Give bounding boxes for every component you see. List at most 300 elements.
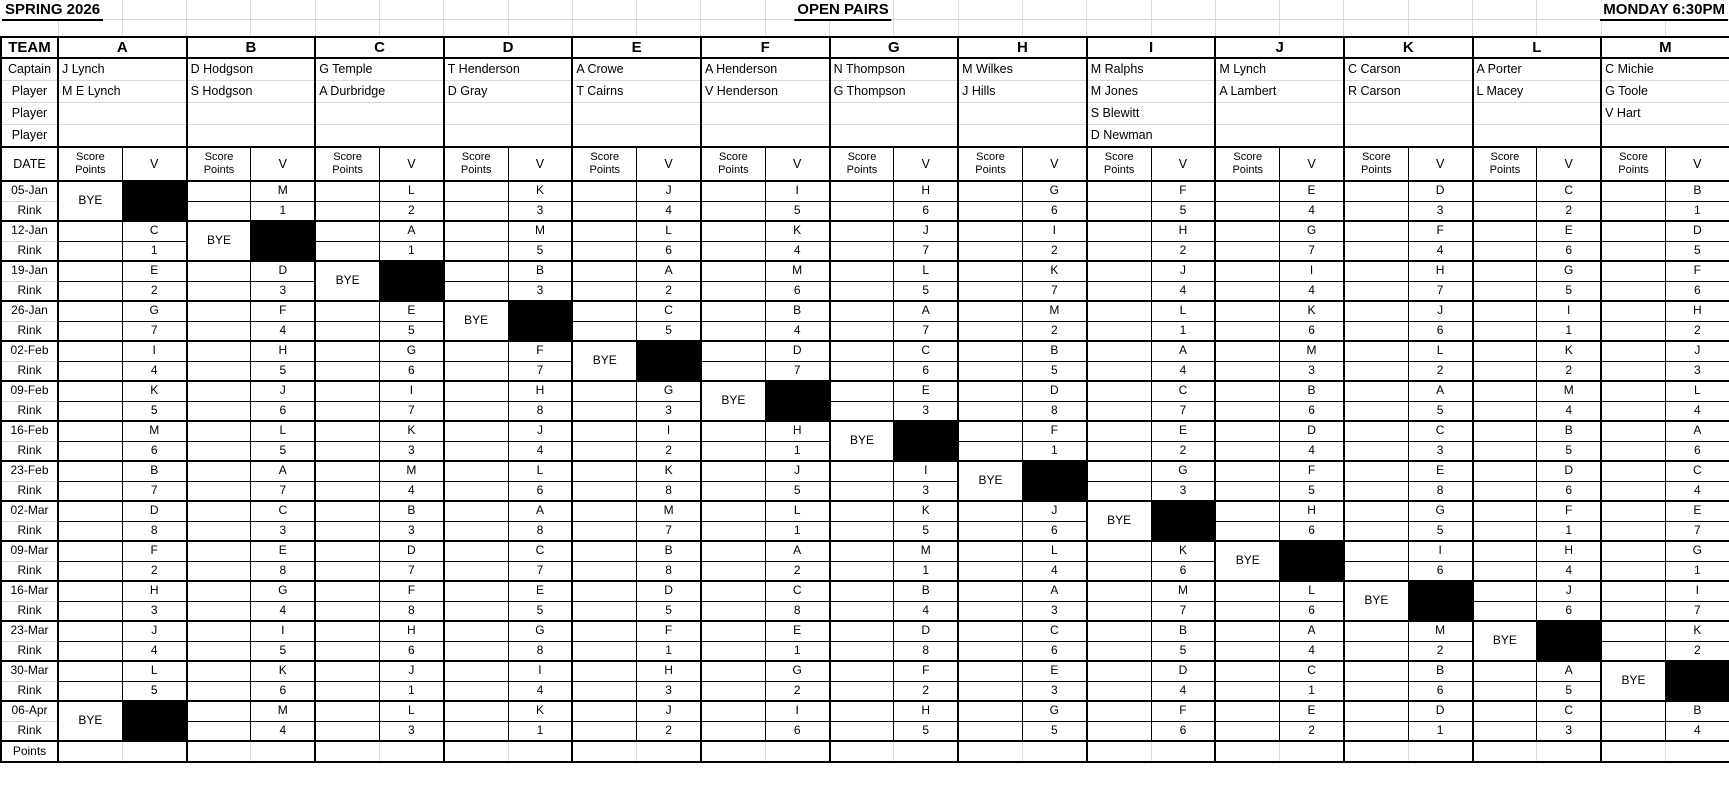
score-cell[interactable] [187,561,251,581]
score-cell[interactable] [572,621,636,641]
rink-number-cell[interactable]: 7 [122,481,186,501]
score-cell[interactable] [187,341,251,361]
score-cell[interactable] [1601,281,1665,301]
score-cell[interactable] [958,541,1022,561]
score-cell[interactable] [1215,261,1279,281]
rink-number-cell[interactable]: 6 [379,361,443,381]
rink-number-cell[interactable]: 6 [765,281,829,301]
score-cell[interactable] [701,621,765,641]
points-cell[interactable] [1022,741,1086,762]
score-cell[interactable] [1473,421,1537,441]
opponent-cell[interactable]: A [1665,421,1729,441]
score-cell[interactable] [958,661,1022,681]
rink-number-cell[interactable]: 1 [1022,441,1086,461]
opponent-cell[interactable]: A [1537,661,1601,681]
opponent-cell[interactable]: L [508,461,572,481]
score-cell[interactable] [444,661,508,681]
rink-number-cell[interactable]: 6 [1022,201,1086,221]
score-cell[interactable] [187,501,251,521]
score-cell[interactable] [58,461,122,481]
score-cell[interactable] [830,181,894,201]
opponent-cell[interactable]: J [765,461,829,481]
score-cell[interactable] [58,601,122,621]
score-cell[interactable] [187,441,251,461]
rink-number-cell[interactable]: 4 [1151,281,1215,301]
score-cell[interactable] [1344,561,1408,581]
score-cell[interactable] [1087,401,1151,421]
rink-number-cell[interactable]: 4 [1665,481,1729,501]
opponent-cell[interactable]: K [765,221,829,241]
score-cell[interactable] [701,361,765,381]
opponent-cell[interactable]: F [1537,501,1601,521]
opponent-cell[interactable]: H [894,181,958,201]
score-cell[interactable] [1087,581,1151,601]
opponent-cell[interactable]: G [508,621,572,641]
score-cell[interactable] [701,461,765,481]
score-cell[interactable] [830,461,894,481]
rink-number-cell[interactable]: 6 [1280,601,1344,621]
opponent-cell[interactable]: F [1151,701,1215,721]
opponent-cell[interactable]: M [1022,301,1086,321]
opponent-cell[interactable]: C [1408,421,1472,441]
score-cell[interactable] [830,681,894,701]
rink-number-cell[interactable]: 2 [637,281,701,301]
score-cell[interactable] [315,621,379,641]
points-cell[interactable] [701,741,765,762]
score-cell[interactable] [1473,661,1537,681]
score-cell[interactable] [444,381,508,401]
points-cell[interactable] [1537,741,1601,762]
opponent-cell[interactable]: G [1537,261,1601,281]
score-cell[interactable] [444,621,508,641]
rink-number-cell[interactable]: 5 [894,521,958,541]
score-cell[interactable] [701,301,765,321]
score-cell[interactable] [1215,281,1279,301]
opponent-cell[interactable]: F [1280,461,1344,481]
score-cell[interactable] [958,181,1022,201]
score-cell[interactable] [1215,621,1279,641]
opponent-cell[interactable]: E [765,621,829,641]
score-cell[interactable] [1215,341,1279,361]
rink-number-cell[interactable]: 6 [637,241,701,261]
score-cell[interactable] [830,661,894,681]
score-cell[interactable] [1215,501,1279,521]
score-cell[interactable] [1601,541,1665,561]
rink-number-cell[interactable]: 8 [1408,481,1472,501]
score-cell[interactable] [572,441,636,461]
opponent-cell[interactable]: K [508,701,572,721]
score-cell[interactable] [315,501,379,521]
opponent-cell[interactable]: E [894,381,958,401]
rink-number-cell[interactable]: 2 [765,561,829,581]
score-cell[interactable] [1087,481,1151,501]
score-cell[interactable] [1344,201,1408,221]
score-cell[interactable] [187,541,251,561]
opponent-cell[interactable]: I [251,621,315,641]
rink-number-cell[interactable]: 4 [508,681,572,701]
score-cell[interactable] [1473,541,1537,561]
rink-number-cell[interactable]: 5 [1280,481,1344,501]
opponent-cell[interactable]: C [122,221,186,241]
opponent-cell[interactable]: K [508,181,572,201]
opponent-cell[interactable]: C [508,541,572,561]
score-cell[interactable] [701,581,765,601]
rink-number-cell[interactable]: 3 [508,201,572,221]
rink-number-cell[interactable]: 4 [251,721,315,741]
score-cell[interactable] [1473,501,1537,521]
rink-number-cell[interactable]: 2 [1665,641,1729,661]
score-cell[interactable] [830,241,894,261]
opponent-cell[interactable]: J [508,421,572,441]
points-cell[interactable] [1151,741,1215,762]
rink-number-cell[interactable]: 4 [765,241,829,261]
opponent-cell[interactable]: E [1408,461,1472,481]
rink-number-cell[interactable]: 4 [379,481,443,501]
opponent-cell[interactable]: K [637,461,701,481]
opponent-cell[interactable]: E [251,541,315,561]
score-cell[interactable] [830,721,894,741]
opponent-cell[interactable]: A [1151,341,1215,361]
score-cell[interactable] [830,481,894,501]
opponent-cell[interactable]: M [251,181,315,201]
score-cell[interactable] [572,181,636,201]
score-cell[interactable] [1087,261,1151,281]
opponent-cell[interactable]: E [379,301,443,321]
rink-number-cell[interactable]: 2 [1151,441,1215,461]
opponent-cell[interactable]: M [1151,581,1215,601]
opponent-cell[interactable]: L [1022,541,1086,561]
rink-number-cell[interactable]: 7 [1408,281,1472,301]
rink-number-cell[interactable]: 5 [1022,721,1086,741]
score-cell[interactable] [701,261,765,281]
opponent-cell[interactable]: E [1537,221,1601,241]
score-cell[interactable] [1087,341,1151,361]
rink-number-cell[interactable]: 4 [1537,561,1601,581]
rink-number-cell[interactable]: 8 [122,521,186,541]
score-cell[interactable] [1344,221,1408,241]
opponent-cell[interactable]: M [637,501,701,521]
score-cell[interactable] [1344,541,1408,561]
score-cell[interactable] [572,521,636,541]
score-cell[interactable] [701,721,765,741]
score-cell[interactable] [444,601,508,621]
opponent-cell[interactable]: F [1408,221,1472,241]
rink-number-cell[interactable]: 8 [508,521,572,541]
rink-number-cell[interactable]: 2 [1537,201,1601,221]
opponent-cell[interactable]: I [1665,581,1729,601]
points-cell[interactable] [444,741,508,762]
score-cell[interactable] [1087,461,1151,481]
opponent-cell[interactable]: E [1151,421,1215,441]
score-cell[interactable] [1344,261,1408,281]
rink-number-cell[interactable]: 3 [637,401,701,421]
score-cell[interactable] [958,401,1022,421]
score-cell[interactable] [572,701,636,721]
score-cell[interactable] [315,541,379,561]
rink-number-cell[interactable]: 6 [1280,401,1344,421]
opponent-cell[interactable]: L [765,501,829,521]
score-cell[interactable] [1601,721,1665,741]
rink-number-cell[interactable]: 5 [508,241,572,261]
score-cell[interactable] [315,441,379,461]
opponent-cell[interactable]: G [379,341,443,361]
rink-number-cell[interactable]: 6 [122,441,186,461]
opponent-cell[interactable]: M [379,461,443,481]
opponent-cell[interactable]: L [122,661,186,681]
score-cell[interactable] [444,181,508,201]
score-cell[interactable] [1215,381,1279,401]
rink-number-cell[interactable]: 3 [251,521,315,541]
rink-number-cell[interactable]: 5 [508,601,572,621]
score-cell[interactable] [187,201,251,221]
score-cell[interactable] [444,441,508,461]
score-cell[interactable] [315,721,379,741]
score-cell[interactable] [444,721,508,741]
rink-number-cell[interactable]: 1 [1408,721,1472,741]
opponent-cell[interactable]: G [1151,461,1215,481]
score-cell[interactable] [1473,601,1537,621]
score-cell[interactable] [1087,621,1151,641]
opponent-cell[interactable]: J [637,181,701,201]
rink-number-cell[interactable]: 3 [1665,361,1729,381]
score-cell[interactable] [572,221,636,241]
opponent-cell[interactable]: J [1151,261,1215,281]
score-cell[interactable] [572,401,636,421]
opponent-cell[interactable]: D [765,341,829,361]
opponent-cell[interactable]: L [1665,381,1729,401]
score-cell[interactable] [1473,221,1537,241]
score-cell[interactable] [444,681,508,701]
score-cell[interactable] [187,361,251,381]
score-cell[interactable] [958,601,1022,621]
opponent-cell[interactable]: E [508,581,572,601]
score-cell[interactable] [187,661,251,681]
score-cell[interactable] [1473,581,1537,601]
opponent-cell[interactable]: I [508,661,572,681]
score-cell[interactable] [1215,721,1279,741]
rink-number-cell[interactable]: 5 [251,361,315,381]
score-cell[interactable] [572,681,636,701]
score-cell[interactable] [830,541,894,561]
opponent-cell[interactable]: L [894,261,958,281]
rink-number-cell[interactable]: 5 [765,201,829,221]
score-cell[interactable] [958,501,1022,521]
points-cell[interactable] [765,741,829,762]
score-cell[interactable] [1344,381,1408,401]
points-cell[interactable] [122,741,186,762]
points-cell[interactable] [572,741,636,762]
score-cell[interactable] [1344,181,1408,201]
rink-number-cell[interactable]: 4 [508,441,572,461]
score-cell[interactable] [58,621,122,641]
rink-number-cell[interactable]: 8 [508,401,572,421]
score-cell[interactable] [830,221,894,241]
score-cell[interactable] [315,421,379,441]
opponent-cell[interactable]: H [379,621,443,641]
points-cell[interactable] [1215,741,1279,762]
score-cell[interactable] [1215,421,1279,441]
rink-number-cell[interactable]: 7 [894,241,958,261]
score-cell[interactable] [1087,241,1151,261]
score-cell[interactable] [572,281,636,301]
rink-number-cell[interactable]: 4 [1280,641,1344,661]
points-cell[interactable] [315,741,379,762]
opponent-cell[interactable]: I [765,181,829,201]
opponent-cell[interactable]: A [379,221,443,241]
rink-number-cell[interactable]: 4 [122,641,186,661]
opponent-cell[interactable]: L [251,421,315,441]
rink-number-cell[interactable]: 5 [894,721,958,741]
score-cell[interactable] [187,601,251,621]
score-cell[interactable] [958,241,1022,261]
score-cell[interactable] [1344,521,1408,541]
opponent-cell[interactable]: K [1280,301,1344,321]
score-cell[interactable] [1087,701,1151,721]
score-cell[interactable] [958,261,1022,281]
score-cell[interactable] [1473,721,1537,741]
opponent-cell[interactable]: H [894,701,958,721]
opponent-cell[interactable]: I [122,341,186,361]
score-cell[interactable] [1215,241,1279,261]
opponent-cell[interactable]: G [1022,701,1086,721]
rink-number-cell[interactable]: 1 [1280,681,1344,701]
opponent-cell[interactable]: J [1665,341,1729,361]
opponent-cell[interactable]: F [379,581,443,601]
score-cell[interactable] [701,421,765,441]
points-cell[interactable] [1344,741,1408,762]
score-cell[interactable] [1601,361,1665,381]
rink-number-cell[interactable]: 1 [122,241,186,261]
rink-number-cell[interactable]: 7 [379,401,443,421]
rink-number-cell[interactable]: 1 [637,641,701,661]
score-cell[interactable] [1215,181,1279,201]
score-cell[interactable] [315,401,379,421]
opponent-cell[interactable]: D [1408,701,1472,721]
score-cell[interactable] [572,421,636,441]
opponent-cell[interactable]: J [379,661,443,681]
rink-number-cell[interactable]: 3 [1408,201,1472,221]
score-cell[interactable] [1601,621,1665,641]
opponent-cell[interactable]: D [1022,381,1086,401]
score-cell[interactable] [1601,301,1665,321]
opponent-cell[interactable]: F [637,621,701,641]
opponent-cell[interactable]: H [122,581,186,601]
score-cell[interactable] [444,421,508,441]
rink-number-cell[interactable]: 7 [637,521,701,541]
score-cell[interactable] [1601,381,1665,401]
rink-number-cell[interactable]: 8 [637,481,701,501]
score-cell[interactable] [1087,361,1151,381]
score-cell[interactable] [701,541,765,561]
opponent-cell[interactable]: L [1280,581,1344,601]
rink-number-cell[interactable]: 8 [894,641,958,661]
score-cell[interactable] [1344,501,1408,521]
rink-number-cell[interactable]: 7 [1280,241,1344,261]
score-cell[interactable] [187,321,251,341]
score-cell[interactable] [572,481,636,501]
rink-number-cell[interactable]: 5 [251,441,315,461]
rink-number-cell[interactable]: 3 [508,281,572,301]
opponent-cell[interactable]: H [508,381,572,401]
score-cell[interactable] [187,721,251,741]
score-cell[interactable] [572,381,636,401]
score-cell[interactable] [572,201,636,221]
opponent-cell[interactable]: G [251,581,315,601]
rink-number-cell[interactable]: 7 [1665,521,1729,541]
score-cell[interactable] [315,381,379,401]
score-cell[interactable] [1215,641,1279,661]
score-cell[interactable] [958,281,1022,301]
rink-number-cell[interactable]: 2 [637,721,701,741]
score-cell[interactable] [444,341,508,361]
score-cell[interactable] [830,601,894,621]
score-cell[interactable] [572,501,636,521]
rink-number-cell[interactable]: 7 [122,321,186,341]
score-cell[interactable] [1344,481,1408,501]
opponent-cell[interactable]: C [1151,381,1215,401]
opponent-cell[interactable]: H [1280,501,1344,521]
score-cell[interactable] [958,421,1022,441]
score-cell[interactable] [1473,481,1537,501]
score-cell[interactable] [572,641,636,661]
score-cell[interactable] [187,401,251,421]
score-cell[interactable] [58,421,122,441]
score-cell[interactable] [572,561,636,581]
score-cell[interactable] [58,401,122,421]
score-cell[interactable] [572,661,636,681]
rink-number-cell[interactable]: 2 [637,441,701,461]
opponent-cell[interactable]: C [251,501,315,521]
opponent-cell[interactable]: J [894,221,958,241]
rink-number-cell[interactable]: 2 [1408,361,1472,381]
score-cell[interactable] [1601,421,1665,441]
rink-number-cell[interactable]: 7 [1665,601,1729,621]
score-cell[interactable] [1344,281,1408,301]
score-cell[interactable] [958,301,1022,321]
opponent-cell[interactable]: L [379,181,443,201]
opponent-cell[interactable]: G [1280,221,1344,241]
opponent-cell[interactable]: D [1151,661,1215,681]
rink-number-cell[interactable]: 4 [1151,681,1215,701]
score-cell[interactable] [58,301,122,321]
score-cell[interactable] [701,501,765,521]
rink-number-cell[interactable]: 6 [508,481,572,501]
rink-number-cell[interactable]: 2 [1665,321,1729,341]
rink-number-cell[interactable]: 5 [1408,521,1472,541]
score-cell[interactable] [1473,241,1537,261]
score-cell[interactable] [830,641,894,661]
score-cell[interactable] [1087,721,1151,741]
opponent-cell[interactable]: I [637,421,701,441]
score-cell[interactable] [187,621,251,641]
score-cell[interactable] [572,321,636,341]
opponent-cell[interactable]: D [894,621,958,641]
score-cell[interactable] [572,261,636,281]
opponent-cell[interactable]: J [122,621,186,641]
score-cell[interactable] [1087,201,1151,221]
score-cell[interactable] [187,521,251,541]
opponent-cell[interactable]: D [379,541,443,561]
rink-number-cell[interactable]: 7 [379,561,443,581]
score-cell[interactable] [1087,181,1151,201]
score-cell[interactable] [958,561,1022,581]
score-cell[interactable] [315,221,379,241]
score-cell[interactable] [187,421,251,441]
opponent-cell[interactable]: D [251,261,315,281]
score-cell[interactable] [958,581,1022,601]
score-cell[interactable] [1215,441,1279,461]
rink-number-cell[interactable]: 6 [1022,641,1086,661]
